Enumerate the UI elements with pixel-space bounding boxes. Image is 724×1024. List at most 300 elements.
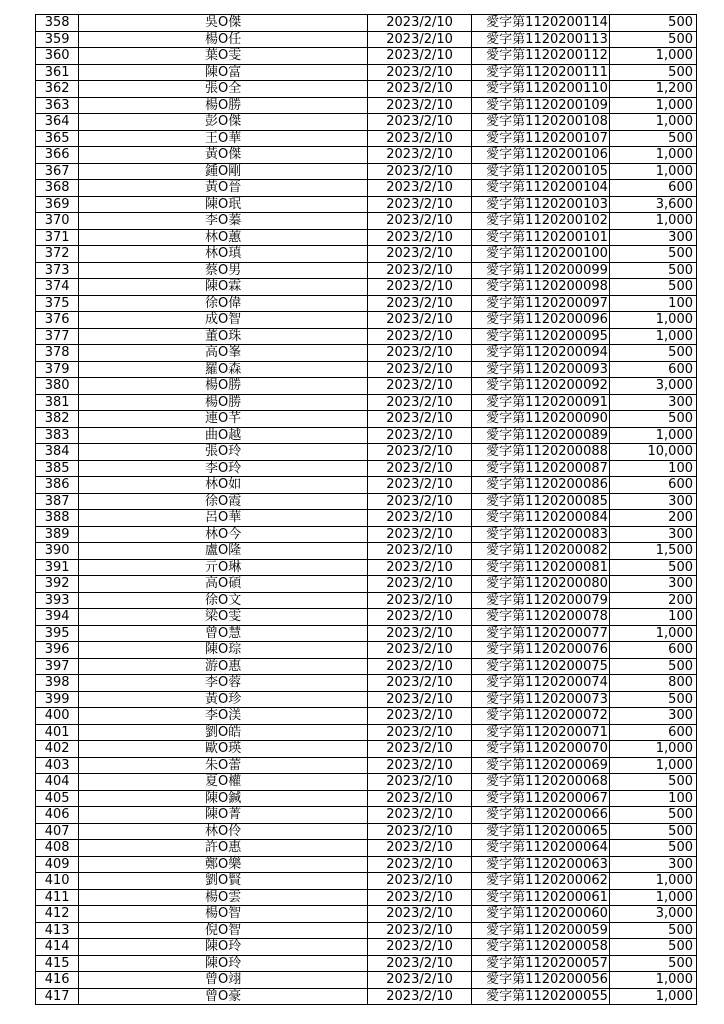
row-number: 358 xyxy=(36,15,79,32)
donation-amount: 1,000 xyxy=(610,427,697,444)
donor-name: 林O瑱 xyxy=(79,246,368,263)
donation-amount: 200 xyxy=(610,592,697,609)
donation-amount: 1,000 xyxy=(610,213,697,230)
donation-date: 2023/2/10 xyxy=(368,675,472,692)
donor-name: 盧O隆 xyxy=(79,543,368,560)
receipt-number: 愛字第1120200055 xyxy=(472,988,610,1005)
donor-name: 亓O琳 xyxy=(79,559,368,576)
table-row xyxy=(36,658,697,675)
donation-date: 2023/2/10 xyxy=(368,460,472,477)
row-number: 386 xyxy=(36,477,79,494)
donation-amount: 1,000 xyxy=(610,147,697,164)
receipt-number: 愛字第1120200064 xyxy=(472,840,610,857)
receipt-number: 愛字第1120200104 xyxy=(472,180,610,197)
receipt-number: 愛字第1120200071 xyxy=(472,724,610,741)
row-number: 361 xyxy=(36,64,79,81)
table-row xyxy=(36,543,697,560)
donation-date: 2023/2/10 xyxy=(368,411,472,428)
row-number: 395 xyxy=(36,625,79,642)
table-row xyxy=(36,130,697,147)
row-number: 413 xyxy=(36,922,79,939)
donor-name: 夏O權 xyxy=(79,774,368,791)
donation-amount: 300 xyxy=(610,394,697,411)
row-number: 365 xyxy=(36,130,79,147)
row-number: 372 xyxy=(36,246,79,263)
donation-amount: 600 xyxy=(610,642,697,659)
table-row xyxy=(36,97,697,114)
table-row xyxy=(36,559,697,576)
donor-name: 高O峯 xyxy=(79,345,368,362)
row-number: 389 xyxy=(36,526,79,543)
receipt-number: 愛字第1120200084 xyxy=(472,510,610,527)
row-number: 409 xyxy=(36,856,79,873)
donation-date: 2023/2/10 xyxy=(368,790,472,807)
donation-amount: 500 xyxy=(610,807,697,824)
table-row xyxy=(36,691,697,708)
table-row xyxy=(36,427,697,444)
receipt-number: 愛字第1120200083 xyxy=(472,526,610,543)
receipt-number: 愛字第1120200072 xyxy=(472,708,610,725)
donation-date: 2023/2/10 xyxy=(368,378,472,395)
donation-amount: 3,000 xyxy=(610,906,697,923)
row-number: 378 xyxy=(36,345,79,362)
row-number: 390 xyxy=(36,543,79,560)
receipt-number: 愛字第1120200057 xyxy=(472,955,610,972)
receipt-number: 愛字第1120200102 xyxy=(472,213,610,230)
donation-date: 2023/2/10 xyxy=(368,543,472,560)
donor-name: 陳O玲 xyxy=(79,955,368,972)
receipt-number: 愛字第1120200060 xyxy=(472,906,610,923)
receipt-number: 愛字第1120200068 xyxy=(472,774,610,791)
donor-name: 林O如 xyxy=(79,477,368,494)
donation-date: 2023/2/10 xyxy=(368,97,472,114)
row-number: 410 xyxy=(36,873,79,890)
row-number: 393 xyxy=(36,592,79,609)
receipt-number: 愛字第1120200069 xyxy=(472,757,610,774)
donor-name: 李O渼 xyxy=(79,708,368,725)
row-number: 407 xyxy=(36,823,79,840)
receipt-number: 愛字第1120200101 xyxy=(472,229,610,246)
donor-name: 楊O智 xyxy=(79,906,368,923)
row-number: 380 xyxy=(36,378,79,395)
donation-amount: 500 xyxy=(610,823,697,840)
donor-name: 許O惠 xyxy=(79,840,368,857)
donation-date: 2023/2/10 xyxy=(368,394,472,411)
donation-amount: 300 xyxy=(610,576,697,593)
donation-amount: 100 xyxy=(610,790,697,807)
table-row xyxy=(36,262,697,279)
receipt-number: 愛字第1120200092 xyxy=(472,378,610,395)
receipt-number: 愛字第1120200066 xyxy=(472,807,610,824)
row-number: 363 xyxy=(36,97,79,114)
donor-name: 曲O越 xyxy=(79,427,368,444)
donation-amount: 3,600 xyxy=(610,196,697,213)
donation-date: 2023/2/10 xyxy=(368,477,472,494)
donation-date: 2023/2/10 xyxy=(368,526,472,543)
row-number: 392 xyxy=(36,576,79,593)
receipt-number: 愛字第1120200109 xyxy=(472,97,610,114)
receipt-number: 愛字第1120200105 xyxy=(472,163,610,180)
row-number: 367 xyxy=(36,163,79,180)
row-number: 401 xyxy=(36,724,79,741)
donation-amount: 1,000 xyxy=(610,97,697,114)
donor-name: 黃O晉 xyxy=(79,180,368,197)
table-row xyxy=(36,378,697,395)
row-number: 408 xyxy=(36,840,79,857)
receipt-number: 愛字第1120200073 xyxy=(472,691,610,708)
donor-name: 李O蓉 xyxy=(79,675,368,692)
row-number: 416 xyxy=(36,972,79,989)
donor-name: 徐O偉 xyxy=(79,295,368,312)
receipt-number: 愛字第1120200059 xyxy=(472,922,610,939)
donation-date: 2023/2/10 xyxy=(368,856,472,873)
receipt-number: 愛字第1120200098 xyxy=(472,279,610,296)
donation-table xyxy=(35,14,697,1005)
receipt-number: 愛字第1120200093 xyxy=(472,361,610,378)
table-row xyxy=(36,856,697,873)
row-number: 388 xyxy=(36,510,79,527)
donation-date: 2023/2/10 xyxy=(368,295,472,312)
donation-amount: 500 xyxy=(610,31,697,48)
receipt-number: 愛字第1120200089 xyxy=(472,427,610,444)
receipt-number: 愛字第1120200077 xyxy=(472,625,610,642)
donation-date: 2023/2/10 xyxy=(368,708,472,725)
donation-amount: 1,000 xyxy=(610,988,697,1005)
donor-name: 林O伶 xyxy=(79,823,368,840)
table-row xyxy=(36,229,697,246)
donation-date: 2023/2/10 xyxy=(368,345,472,362)
table-row xyxy=(36,906,697,923)
donation-date: 2023/2/10 xyxy=(368,658,472,675)
row-number: 404 xyxy=(36,774,79,791)
receipt-number: 愛字第1120200070 xyxy=(472,741,610,758)
donation-amount: 500 xyxy=(610,246,697,263)
donor-name: 徐O文 xyxy=(79,592,368,609)
table-row xyxy=(36,394,697,411)
donation-date: 2023/2/10 xyxy=(368,774,472,791)
table-row xyxy=(36,64,697,81)
donor-name: 曾O豪 xyxy=(79,988,368,1005)
table-row xyxy=(36,955,697,972)
donor-name: 陳O珉 xyxy=(79,196,368,213)
donation-amount: 1,000 xyxy=(610,625,697,642)
donation-amount: 500 xyxy=(610,922,697,939)
table-row xyxy=(36,246,697,263)
donation-date: 2023/2/10 xyxy=(368,15,472,32)
row-number: 391 xyxy=(36,559,79,576)
receipt-number: 愛字第1120200061 xyxy=(472,889,610,906)
donor-name: 倪O智 xyxy=(79,922,368,939)
row-number: 385 xyxy=(36,460,79,477)
donation-date: 2023/2/10 xyxy=(368,328,472,345)
donor-name: 楊O勝 xyxy=(79,97,368,114)
table-row xyxy=(36,576,697,593)
donation-amount: 1,000 xyxy=(610,873,697,890)
donation-date: 2023/2/10 xyxy=(368,444,472,461)
table-row xyxy=(36,757,697,774)
donation-date: 2023/2/10 xyxy=(368,130,472,147)
table-row xyxy=(36,345,697,362)
donor-name: 曾O翊 xyxy=(79,972,368,989)
table-row xyxy=(36,81,697,98)
donation-date: 2023/2/10 xyxy=(368,114,472,131)
donation-date: 2023/2/10 xyxy=(368,81,472,98)
donation-date: 2023/2/10 xyxy=(368,592,472,609)
row-number: 383 xyxy=(36,427,79,444)
receipt-number: 愛字第1120200056 xyxy=(472,972,610,989)
receipt-number: 愛字第1120200087 xyxy=(472,460,610,477)
receipt-number: 愛字第1120200091 xyxy=(472,394,610,411)
receipt-number: 愛字第1120200106 xyxy=(472,147,610,164)
donation-amount: 600 xyxy=(610,477,697,494)
donor-name: 高O碩 xyxy=(79,576,368,593)
receipt-number: 愛字第1120200103 xyxy=(472,196,610,213)
donation-amount: 300 xyxy=(610,708,697,725)
donation-amount: 500 xyxy=(610,840,697,857)
donor-name: 劉O皓 xyxy=(79,724,368,741)
table-row xyxy=(36,279,697,296)
row-number: 360 xyxy=(36,48,79,65)
donor-name: 羅O森 xyxy=(79,361,368,378)
donation-date: 2023/2/10 xyxy=(368,691,472,708)
table-row xyxy=(36,807,697,824)
donation-date: 2023/2/10 xyxy=(368,510,472,527)
row-number: 394 xyxy=(36,609,79,626)
donation-amount: 1,200 xyxy=(610,81,697,98)
donor-name: 董O珠 xyxy=(79,328,368,345)
table-row xyxy=(36,708,697,725)
donor-name: 歐O瑛 xyxy=(79,741,368,758)
donation-amount: 500 xyxy=(610,262,697,279)
receipt-number: 愛字第1120200100 xyxy=(472,246,610,263)
table-row xyxy=(36,312,697,329)
donation-amount: 100 xyxy=(610,460,697,477)
table-row xyxy=(36,922,697,939)
donation-date: 2023/2/10 xyxy=(368,955,472,972)
donation-amount: 300 xyxy=(610,526,697,543)
donation-date: 2023/2/10 xyxy=(368,229,472,246)
receipt-number: 愛字第1120200062 xyxy=(472,873,610,890)
receipt-number: 愛字第1120200065 xyxy=(472,823,610,840)
donor-name: 彭O傑 xyxy=(79,114,368,131)
row-number: 373 xyxy=(36,262,79,279)
donor-name: 鍾O剛 xyxy=(79,163,368,180)
donation-amount: 500 xyxy=(610,64,697,81)
table-row xyxy=(36,15,697,32)
row-number: 406 xyxy=(36,807,79,824)
table-row xyxy=(36,361,697,378)
donation-amount: 10,000 xyxy=(610,444,697,461)
receipt-number: 愛字第1120200114 xyxy=(472,15,610,32)
table-row xyxy=(36,609,697,626)
receipt-number: 愛字第1120200110 xyxy=(472,81,610,98)
receipt-number: 愛字第1120200096 xyxy=(472,312,610,329)
table-row xyxy=(36,840,697,857)
donation-date: 2023/2/10 xyxy=(368,312,472,329)
table-row xyxy=(36,460,697,477)
row-number: 371 xyxy=(36,229,79,246)
donation-date: 2023/2/10 xyxy=(368,64,472,81)
donation-amount: 500 xyxy=(610,130,697,147)
table-row xyxy=(36,48,697,65)
table-body xyxy=(36,15,697,1005)
donation-amount: 500 xyxy=(610,411,697,428)
receipt-number: 愛字第1120200095 xyxy=(472,328,610,345)
donation-date: 2023/2/10 xyxy=(368,262,472,279)
donation-date: 2023/2/10 xyxy=(368,873,472,890)
row-number: 362 xyxy=(36,81,79,98)
donation-amount: 600 xyxy=(610,361,697,378)
donation-date: 2023/2/10 xyxy=(368,823,472,840)
donor-name: 徐O霞 xyxy=(79,493,368,510)
donation-amount: 500 xyxy=(610,345,697,362)
donation-amount: 300 xyxy=(610,856,697,873)
table-row xyxy=(36,411,697,428)
donation-date: 2023/2/10 xyxy=(368,807,472,824)
table-row xyxy=(36,741,697,758)
receipt-number: 愛字第1120200075 xyxy=(472,658,610,675)
row-number: 369 xyxy=(36,196,79,213)
donation-date: 2023/2/10 xyxy=(368,147,472,164)
table-row xyxy=(36,873,697,890)
donor-name: 黃O傑 xyxy=(79,147,368,164)
donor-name: 陳O霖 xyxy=(79,279,368,296)
row-number: 379 xyxy=(36,361,79,378)
row-number: 384 xyxy=(36,444,79,461)
donor-name: 游O惠 xyxy=(79,658,368,675)
donation-date: 2023/2/10 xyxy=(368,724,472,741)
donation-date: 2023/2/10 xyxy=(368,922,472,939)
donation-date: 2023/2/10 xyxy=(368,427,472,444)
receipt-number: 愛字第1120200111 xyxy=(472,64,610,81)
donor-name: 曾O慧 xyxy=(79,625,368,642)
donation-date: 2023/2/10 xyxy=(368,840,472,857)
table-row xyxy=(36,213,697,230)
donation-date: 2023/2/10 xyxy=(368,279,472,296)
row-number: 412 xyxy=(36,906,79,923)
donor-name: 楊O勝 xyxy=(79,394,368,411)
table-row xyxy=(36,642,697,659)
receipt-number: 愛字第1120200082 xyxy=(472,543,610,560)
donation-amount: 1,000 xyxy=(610,972,697,989)
donor-name: 楊O雲 xyxy=(79,889,368,906)
table-row xyxy=(36,295,697,312)
donation-date: 2023/2/10 xyxy=(368,246,472,263)
donor-name: 連O芊 xyxy=(79,411,368,428)
donation-date: 2023/2/10 xyxy=(368,180,472,197)
donation-amount: 1,000 xyxy=(610,889,697,906)
donation-date: 2023/2/10 xyxy=(368,757,472,774)
donation-amount: 500 xyxy=(610,15,697,32)
donation-amount: 1,000 xyxy=(610,114,697,131)
receipt-number: 愛字第1120200113 xyxy=(472,31,610,48)
donor-name: 張O玲 xyxy=(79,444,368,461)
donor-name: 陳O玲 xyxy=(79,939,368,956)
receipt-number: 愛字第1120200090 xyxy=(472,411,610,428)
receipt-number: 愛字第1120200076 xyxy=(472,642,610,659)
receipt-number: 愛字第1120200085 xyxy=(472,493,610,510)
row-number: 417 xyxy=(36,988,79,1005)
receipt-number: 愛字第1120200080 xyxy=(472,576,610,593)
receipt-number: 愛字第1120200079 xyxy=(472,592,610,609)
donor-name: 吳O傑 xyxy=(79,15,368,32)
table-row xyxy=(36,444,697,461)
donation-date: 2023/2/10 xyxy=(368,972,472,989)
donor-name: 成O智 xyxy=(79,312,368,329)
receipt-number: 愛字第1120200058 xyxy=(472,939,610,956)
donation-date: 2023/2/10 xyxy=(368,576,472,593)
donation-amount: 500 xyxy=(610,955,697,972)
donor-name: 朱O蕾 xyxy=(79,757,368,774)
receipt-number: 愛字第1120200088 xyxy=(472,444,610,461)
receipt-number: 愛字第1120200099 xyxy=(472,262,610,279)
donation-date: 2023/2/10 xyxy=(368,625,472,642)
donation-amount: 500 xyxy=(610,658,697,675)
donation-amount: 500 xyxy=(610,939,697,956)
table-row xyxy=(36,180,697,197)
donation-amount: 800 xyxy=(610,675,697,692)
donation-amount: 300 xyxy=(610,229,697,246)
donor-name: 李O玲 xyxy=(79,460,368,477)
donation-amount: 500 xyxy=(610,279,697,296)
row-number: 377 xyxy=(36,328,79,345)
donation-amount: 1,000 xyxy=(610,741,697,758)
table-row xyxy=(36,526,697,543)
donor-name: 呂O華 xyxy=(79,510,368,527)
donor-name: 蔡O男 xyxy=(79,262,368,279)
donor-name: 楊O勝 xyxy=(79,378,368,395)
row-number: 403 xyxy=(36,757,79,774)
donation-amount: 500 xyxy=(610,774,697,791)
donor-name: 李O蓁 xyxy=(79,213,368,230)
donation-amount: 500 xyxy=(610,559,697,576)
donation-date: 2023/2/10 xyxy=(368,559,472,576)
row-number: 359 xyxy=(36,31,79,48)
donation-date: 2023/2/10 xyxy=(368,361,472,378)
receipt-number: 愛字第1120200067 xyxy=(472,790,610,807)
table-row xyxy=(36,196,697,213)
donation-amount: 200 xyxy=(610,510,697,527)
table-row xyxy=(36,889,697,906)
donor-name: 葉O雯 xyxy=(79,48,368,65)
donation-amount: 100 xyxy=(610,609,697,626)
donation-amount: 100 xyxy=(610,295,697,312)
row-number: 364 xyxy=(36,114,79,131)
donation-date: 2023/2/10 xyxy=(368,988,472,1005)
donor-name: 黃O珍 xyxy=(79,691,368,708)
donation-date: 2023/2/10 xyxy=(368,889,472,906)
donation-date: 2023/2/10 xyxy=(368,741,472,758)
donation-date: 2023/2/10 xyxy=(368,213,472,230)
donation-amount: 600 xyxy=(610,180,697,197)
donation-date: 2023/2/10 xyxy=(368,493,472,510)
receipt-number: 愛字第1120200107 xyxy=(472,130,610,147)
donation-amount: 1,000 xyxy=(610,312,697,329)
donation-amount: 300 xyxy=(610,493,697,510)
table-row xyxy=(36,774,697,791)
donor-name: 林O蕙 xyxy=(79,229,368,246)
row-number: 366 xyxy=(36,147,79,164)
table-row xyxy=(36,31,697,48)
row-number: 381 xyxy=(36,394,79,411)
donation-date: 2023/2/10 xyxy=(368,906,472,923)
donor-name: 林O今 xyxy=(79,526,368,543)
receipt-number: 愛字第1120200112 xyxy=(472,48,610,65)
donation-date: 2023/2/10 xyxy=(368,48,472,65)
donation-amount: 1,500 xyxy=(610,543,697,560)
row-number: 382 xyxy=(36,411,79,428)
row-number: 399 xyxy=(36,691,79,708)
